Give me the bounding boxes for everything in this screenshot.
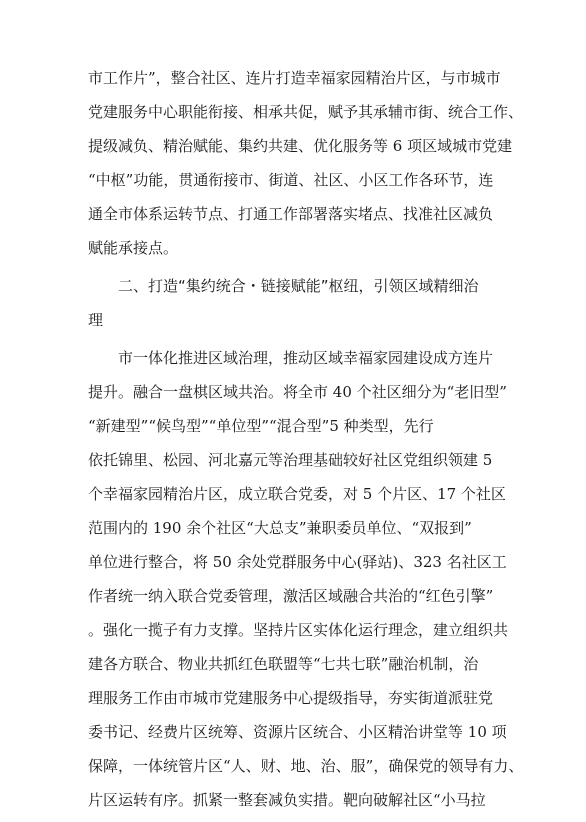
text-line: “中枢”功能，贯通衔接市、街道、社区、小区工作各环节，连 [88,171,494,189]
heading-line: 二、打造“集约统合・链接赋能”枢纽，引领区域精细治 [118,277,479,295]
text-line: 赋能承接点。 [88,239,179,257]
text-line: 作者统一纳入联合党委管理，激活区域融合共治的“红色引擎” [88,587,494,605]
text-line: 建各方联合、物业共抓红色联盟等“七共七联”融治机制，治 [88,655,479,673]
heading-line: 理 [88,311,104,329]
text-line: 市工作片”，整合社区、连片打造幸福家园精治片区，与市城市 [88,69,501,87]
paragraph-1 [88,66,524,260]
paragraph-2 [88,346,524,812]
text-line: 通全市体系运转节点、打通工作部署落实堵点、找准社区减负 [88,205,494,223]
text-line: 依托锦里、松园、河北嘉元等治理基础较好社区党组织领建 5 [88,451,493,469]
text-line: 党建服务中心职能衔接、相承共促，赋予其承辅市街、统合工作、 [88,103,524,121]
text-line: 。强化一揽子有力支撑。坚持片区实体化运行理念，建立组织共 [88,621,509,639]
section-heading [88,274,508,332]
text-line: 理服务工作由市城市党建服务中心提级指导，夯实街道派驻党 [88,689,494,707]
text-line: 片区运转有序。抓紧一整套减负实措。靶向破解社区“小马拉 [88,791,486,809]
text-line: 单位进行整合，将 50 余处党群服务中心(驿站)、323 名社区工 [88,553,507,571]
text-line: “新建型”“候鸟型”“单位型”“混合型”5 种类型，先行 [88,417,434,435]
document-body [88,66,524,822]
text-line: 范围内的 190 余个社区“大总支”兼职委员单位、“双报到” [88,519,472,537]
text-line: 委书记、经费片区统筹、资源片区统合、小区精治讲堂等 10 项 [88,723,507,741]
text-line: 市一体化推进区域治理，推动区域幸福家园建设成方连片 [118,349,494,367]
text-line: 个幸福家园精治片区，成立联合党委，对 5 个片区、17 个社区 [88,485,506,503]
text-line: 提升。融合一盘棋区域共治。将全市 40 个社区细分为“老旧型” [88,383,507,401]
text-line: 提级减负、精治赋能、集约共建、优化服务等 6 项区域城市党建 [88,137,513,155]
text-line: 保障，一体统管片区“人、财、地、治、服”，确保党的领导有力、 [88,757,524,775]
